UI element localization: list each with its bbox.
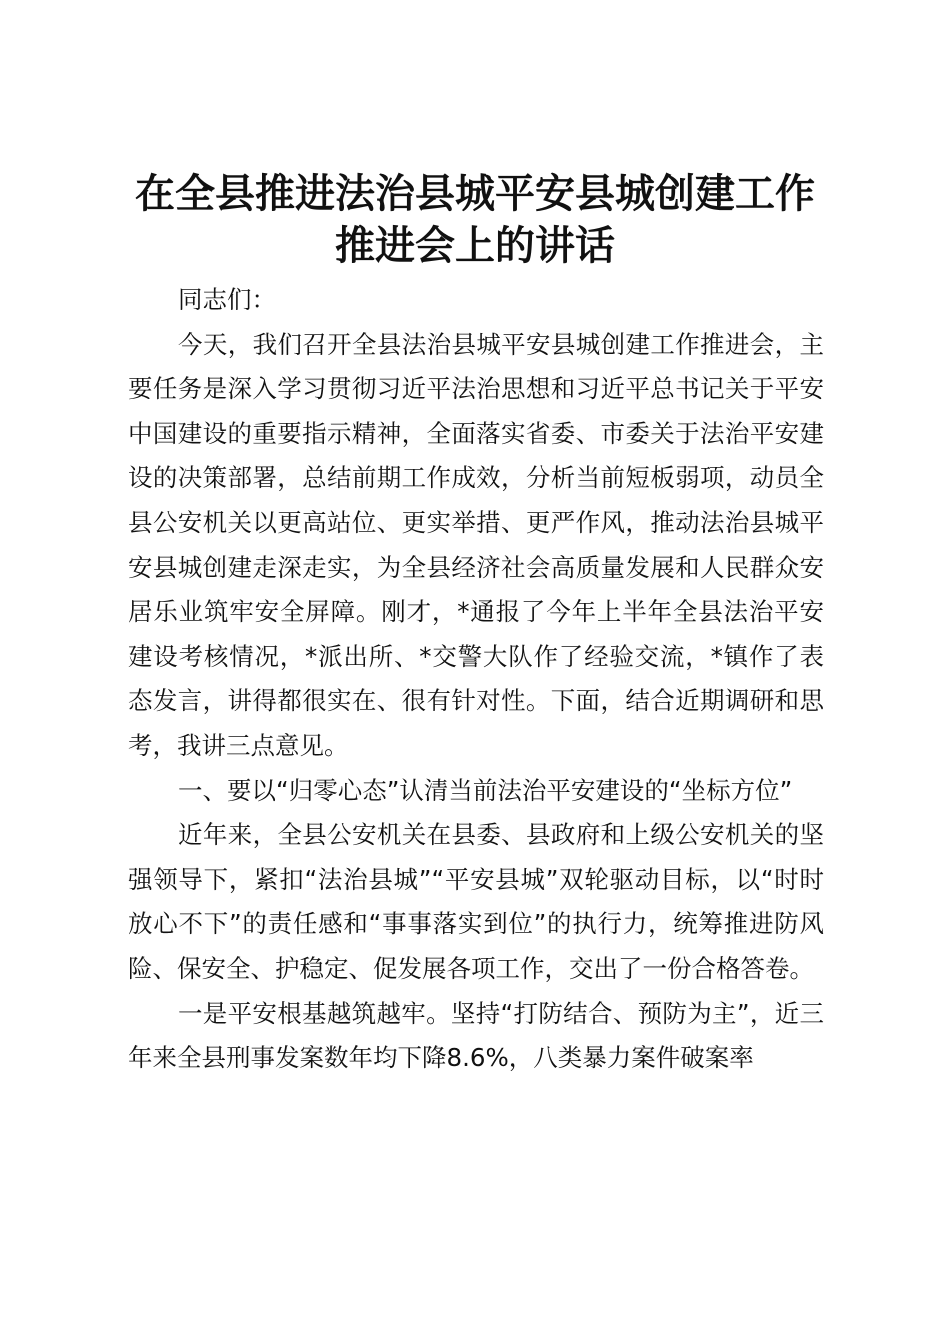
section-heading-1: 一、要以“归零心态”认清当前法治平安建设的“坐标方位” — [178, 775, 793, 805]
paragraph-point-1: 一是平安根基越筑越牢。坚持“打防结合、预防为主”，近三年来全县刑事发案数年均下降8.6%，八类暴力案件破案率 — [128, 998, 824, 1073]
salutation: 同志们： — [178, 285, 276, 314]
document-title-line-1: 在全县推进法治县城平安县城创建工作 — [135, 170, 815, 217]
paragraph-opening: 今天，我们召开全县法治县城平安县城创建工作推进会，主要任务是深入学习贯彻习近平法治思想和习近平总书记关于平安中国建设的重要指示精神，全面落实省委、市委关于法治平安建设的决策部署，总结前期工作成效，分析当前短板弱项，动员全县公安机关以更高站位、更实举措、更严作风，推动法治县城平安县城创建走深走实，为全县经济社会高质量发展和人民群众安居乐业筑牢安全屏障。刚才，*通报了今年上半年全县法治平安建设考核情况，*派出所、*交警大队作了经验交流，*镇作了表态发言，讲得都很实在、很有针对性。下面，结合近期调研和思考，我讲三点意见。 — [128, 329, 824, 760]
paragraph-achievements: 近年来，全县公安机关在县委、县政府和上级公安机关的坚强领导下，紧扣“法治县城”“平安县城”双轮驱动目标，以“时时放心不下”的责任感和“事事落实到位”的执行力，统筹推进防风险、保安全、护稳定、促发展各项工作，交出了一份合格答卷。 — [128, 820, 824, 983]
document-body — [128, 278, 824, 1081]
document-title-line-2: 推进会上的讲话 — [335, 222, 615, 269]
